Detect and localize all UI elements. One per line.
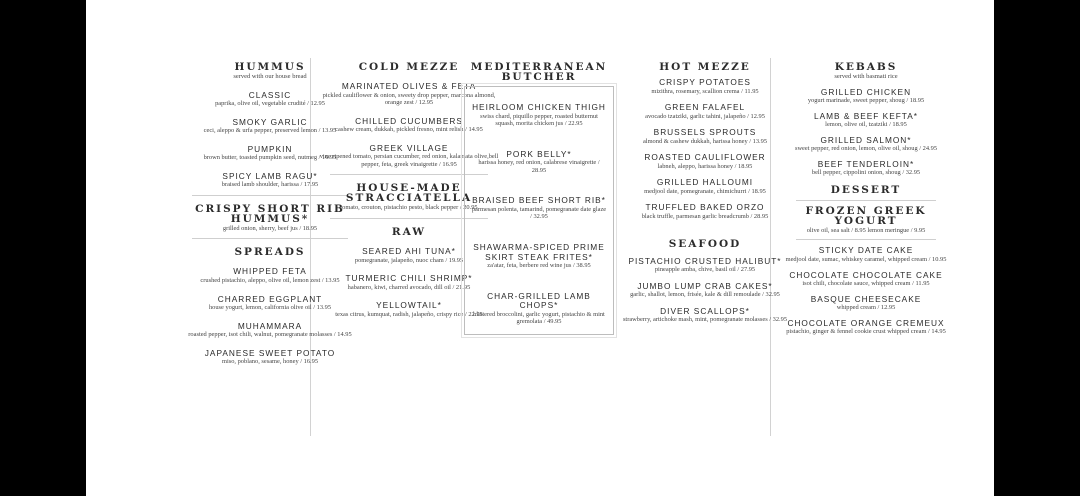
feature-title: CRISPY SHORT RIB HUMMUS* [195,202,345,225]
section-dessert [782,185,950,336]
item-desc: olive oil, sea salt / 8.95 lemon meringue / 9.95 [806,226,926,234]
item-name: HEIRLOOM CHICKEN THIGH [472,102,606,112]
item-name: SMOKY GARLIC [232,116,308,127]
menu-item [622,128,788,145]
item-desc: swiss chard, piquillo pepper, roasted butternut squash, morita chicken jus / 22.95 [480,112,598,128]
menu-item [622,307,788,324]
item-desc: harissa honey, red onion, calabrese vinaigrette / 28.95 [478,159,600,174]
item-desc: mizithra, rosemary, scallion crema / 11.95 [651,87,759,95]
item-name: GRILLED CHICKEN [820,86,912,97]
column-butcher [464,62,614,335]
section-title-seafood: SEAFOOD [668,237,742,250]
item-name: SPICY LAMB RAGU* [222,170,318,181]
item-desc: almond & cashew dukkah, harissa honey / 13.95 [642,137,768,145]
menu-item [471,150,607,175]
item-name: DIVER SCALLOPS* [660,305,750,316]
section-title-raw: RAW [391,226,427,239]
item-name: MARINATED OLIVES & FETA [341,81,477,91]
feature-title: HOUSE-MADE STRACCIATELLA [345,182,473,205]
item-name: GREEK VILLAGE [369,142,449,153]
item-desc: miso, poblano, sesame, honey / 16.95 [221,358,319,366]
item-name: GREEN FALAFEL [664,102,746,113]
menu-item [782,319,950,336]
item-name: LAMB & BEEF KEFTA* [813,110,919,121]
item-desc: cashew cream, dukkah, pickled fresno, mint relish / 14.95 [335,126,483,134]
item-name: BEEF TENDERLOIN* [817,158,915,169]
menu-item [782,88,950,105]
section-title-butcher: MEDITERRANEAN BUTCHER [470,61,608,83]
menu-item [622,203,788,220]
menu-item [782,271,950,288]
item-desc: parmesan polenta, tamarind, pomegranate date glaze / 32.95 [471,205,607,221]
item-desc: avocado tzatziki, garlic tahini, jalapeño / 12.95 [645,112,765,120]
item-desc: texas citrus, kumquat, radish, jalapeño, crispy rice / 22.95 [335,310,483,318]
item-name: GRILLED HALLOUMI [656,177,754,188]
item-name: PISTACHIO CRUSTED HALIBUT* [628,255,782,266]
item-name: ROASTED CAULIFLOWER [644,152,766,163]
feature-title: FROZEN GREEK YOGURT [805,204,927,227]
item-desc: bell pepper, cippolini onion, shoug / 32.95 [811,169,921,177]
menu-item [622,257,788,274]
item-name: TRUFFLED BAKED ORZO [645,202,765,213]
item-name: STICKY DATE CAKE [818,245,914,256]
item-name: CHILLED CUCUMBERS [355,115,463,126]
item-name: BASQUE CHEESECAKE [810,293,922,304]
menu-item [782,112,950,129]
item-desc: yogurt marinade, sweet pepper, shoug / 18.95 [807,97,925,104]
item-desc: crushed pistachio, aleppo, olive oil, lemon zest / 13.95 [200,276,340,284]
item-name: CHARRED EGGPLANT [217,293,323,304]
item-desc: pomegranate, jalapeño, nuoc cham / 19.95 [354,256,464,264]
menu-item [782,160,950,177]
divider [796,200,936,201]
item-name: JAPANESE SWEET POTATO [204,347,336,358]
item-name: WHIPPED FETA [233,266,307,277]
section-kebabs [782,62,950,177]
menu-item [622,282,788,299]
item-name: CRISPY POTATOES [659,77,751,87]
section-title-dessert: DESSERT [830,183,902,196]
item-name: BRAISED BEEF SHORT RIB* [472,195,606,206]
item-desc: labneh, aleppo, harissa honey / 18.95 [657,162,753,170]
item-desc: tomato, crouton, pistachio pesto, black pepper / 20.95 [340,204,478,212]
item-desc: brown butter, toasted pumpkin seed, nutmeg / 16.95 [203,154,337,162]
feature-frozen-yogurt [782,206,950,235]
menu-item [622,153,788,170]
item-desc: isot chili, chocolate sauce, whipped cream / 11.95 [802,280,930,288]
item-desc: black truffle, parmesan garlic breadcrumb / 28.95 [641,212,769,220]
item-name: YELLOWTAIL* [376,300,442,311]
item-desc: habanero, kiwi, charred avocado, dill oil / 21.95 [347,283,471,291]
divider [796,239,936,240]
item-desc: paprika, olive oil, vegetable crudité / 12.95 [215,100,325,107]
menu-item [622,178,788,195]
item-desc: strawberry, artichoke mash, mint, pomegranate molasses / 32.95 [622,316,788,324]
section-title-cold-mezze: COLD MEZZE [358,61,460,73]
item-name: TURMERIC CHILI SHRIMP* [345,273,473,284]
menu-page [86,0,994,496]
item-name: BRUSSELS SPROUTS [653,127,757,138]
item-desc: za'atar, feta, berbere red wine jus / 38.95 [487,262,591,270]
section-subtitle-kebabs: served with basmati rice [834,73,898,80]
item-desc: sweet pepper, red onion, lemon, olive oil, shoug / 24.95 [794,145,938,153]
column-kebabs-dessert [782,62,950,336]
item-name: CHOCOLATE ORANGE CREMEUX [787,317,945,328]
menu-item [782,295,950,312]
section-seafood [622,239,788,324]
menu-item [471,243,607,270]
item-name: PORK BELLY* [506,148,572,159]
item-desc: roasted pepper, isot chili, walnut, pomegranate molasses / 14.95 [188,331,352,339]
item-name: CHOCOLATE CHOCOLATE CAKE [789,269,943,280]
item-desc: house yogurt, lemon, california olive oil / 13.95 [208,304,332,312]
menu-item [782,246,950,263]
menu-item [471,292,607,326]
menu-item [178,349,362,366]
item-desc: medjool date, sumac, whiskey caramel, whipped cream / 10.95 [785,255,947,263]
item-name: MUHAMMARA [237,320,303,331]
item-desc: blistered broccolini, garlic yogurt, pistachio & mint gremolata / 49.95 [473,310,605,326]
section-title-hummus: HUMMUS [234,61,306,73]
butcher-box [464,86,614,335]
item-desc: ceci, aleppo & urfa pepper, preserved lemon / 13.95 [203,127,337,135]
item-name: SEARED AHI TUNA* [362,246,456,257]
item-desc: whipped cream / 12.95 [836,304,896,312]
item-name: GRILLED SALMON* [820,134,912,145]
item-desc: pistachio, ginger & fennel cookie crust whipped cream / 14.95 [786,328,946,336]
menu-item [471,103,607,128]
column-hot-seafood [622,62,788,324]
section-title-kebabs: KEBABS [834,61,898,73]
item-name: SHAWARMA-SPICED PRIME SKIRT STEAK FRITES* [473,242,605,262]
section-title-spreads: SPREADS [234,246,306,259]
item-name: PUMPKIN [247,143,293,154]
menu-item [622,78,788,95]
item-desc: pineapple amba, chive, basil oil / 27.95 [654,266,756,274]
item-desc: pickled cauliflower & onion, sweety drop pepper, marcona almond, orange zest / 12.95 [322,91,496,107]
item-desc: braised lamb shoulder, harissa / 17.95 [221,181,319,189]
item-name: CHAR-GRILLED LAMB CHOPS* [487,290,591,311]
item-name: JUMBO LUMP CRAB CAKES* [637,280,773,291]
section-subtitle-hummus: served with our house bread [233,73,307,80]
item-name: CLASSIC [248,89,292,100]
menu-item [622,103,788,120]
section-hot-mezze [622,62,788,221]
section-title-hot-mezze: HOT MEZZE [659,61,751,73]
item-desc: medjool date, pomegranate, chimichurri / 18.95 [644,187,766,195]
menu-item [178,322,362,339]
item-desc: grilled onion, sherry, beef jus / 18.95 [222,224,318,232]
item-desc: lemon, olive oil, tzatziki / 18.95 [825,121,907,129]
menu-item [782,136,950,153]
item-desc: garlic, shallot, lemon, frisée, kale & dill remoulade / 32.95 [630,291,780,299]
menu-item [471,196,607,221]
item-desc: vine ripened tomato, persian cucumber, red onion, kalamata olive,bell pepper, feta, greek vinaigrette / 16.95 [319,153,499,168]
